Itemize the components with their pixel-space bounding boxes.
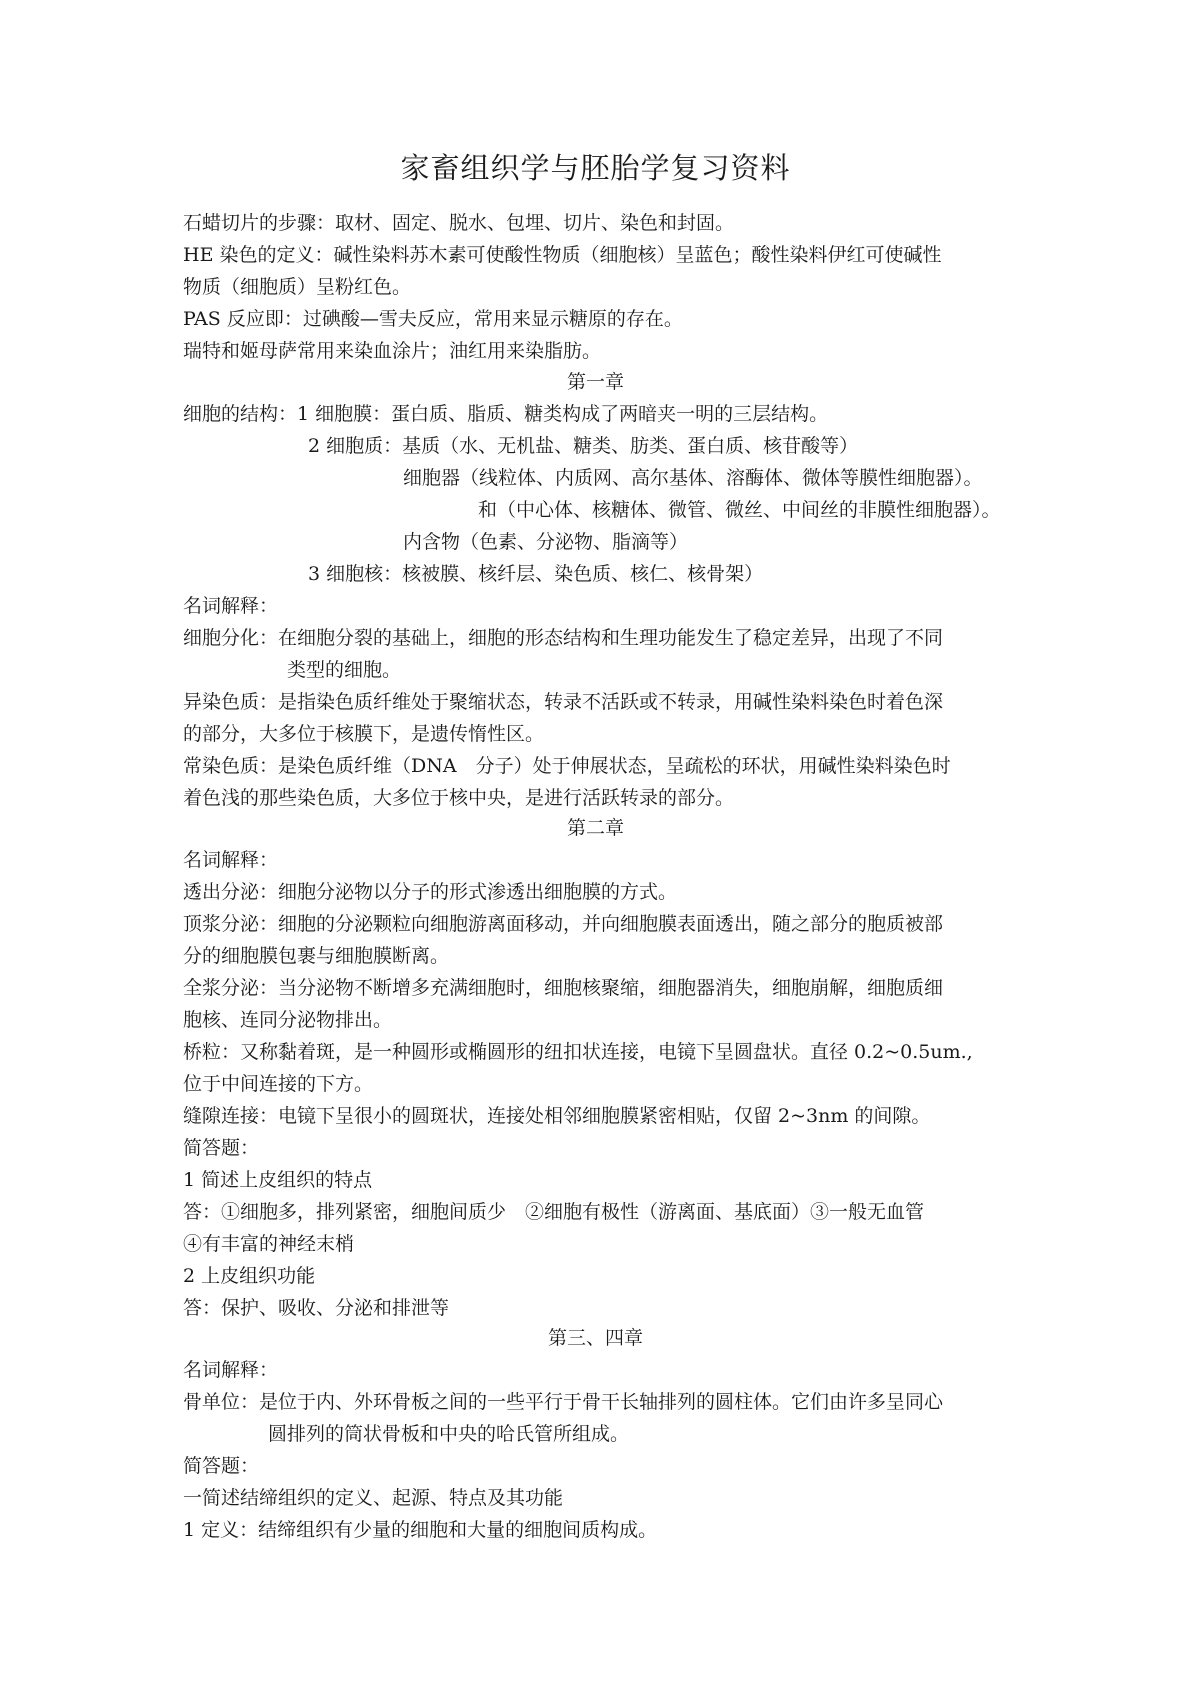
osteon-line-cont: 圆排列的筒状骨板和中央的哈氏管所组成。 [268, 1423, 630, 1445]
desmosome-line: 桥粒：又称黏着斑，是一种圆形或椭圆形的纽扣状连接，电镜下呈圆盘状。直径 0.2~0.5um., [183, 1041, 973, 1063]
stain-usage-line: 瑞特和姬母萨常用来染血涂片；油红用来染脂肪。 [183, 340, 602, 362]
he-stain-line: HE 染色的定义：碱性染料苏木素可使酸性物质（细胞核）呈蓝色；酸性染料伊红可使碱性 [183, 244, 942, 266]
inclusions-line: 内含物（色素、分泌物、脂滴等） [403, 531, 689, 553]
ch34-terms-heading: 名词解释： [183, 1359, 279, 1381]
chapter-3-4-heading: 第三、四章 [547, 1327, 643, 1349]
apocrine-secretion-line: 顶浆分泌：细胞的分泌颗粒向细胞游离面移动，并向细胞膜表面透出，随之部分的胞质被部 [183, 913, 944, 935]
heterochromatin-line: 异染色质：是指染色质纤维处于聚缩状态，转录不活跃或不转录，用碱性染料染色时着色深 [183, 691, 944, 713]
cytoplasm-line: 2 细胞质：基质（水、无机盐、糖类、肪类、蛋白质、核苷酸等） [308, 435, 859, 457]
cell-membrane-line: 细胞的结构：1 细胞膜：蛋白质、脂质、糖类构成了两暗夹一明的三层结构。 [183, 403, 829, 425]
ch2-question-1: 1 简述上皮组织的特点 [183, 1169, 373, 1191]
ch2-question-2: 2 上皮组织功能 [183, 1265, 316, 1287]
ch2-answer-1: 答：①细胞多，排列紧密，细胞间质少 ②细胞有极性（游离面、基底面）③一般无血管 [183, 1201, 925, 1223]
chapter-1-heading: 第一章 [566, 371, 624, 393]
ch34-qa-heading: 简答题： [183, 1455, 260, 1477]
ch2-terms-heading: 名词解释： [183, 849, 279, 871]
nucleus-line: 3 细胞核：核被膜、核纤层、染色质、核仁、核骨架） [308, 563, 764, 585]
desmosome-line-cont: 位于中间连接的下方。 [183, 1073, 374, 1095]
cell-differentiation-line-cont: 类型的细胞。 [287, 659, 402, 681]
holocrine-secretion-line: 全浆分泌：当分泌物不断增多充满细胞时，细胞核聚缩，细胞器消失，细胞崩解，细胞质细 [183, 977, 944, 999]
heterochromatin-line-cont: 的部分，大多位于核膜下，是遗传惰性区。 [183, 723, 545, 745]
non-membrane-organelles-line: 和（中心体、核糖体、微管、微丝、中间丝的非膜性细胞器）。 [478, 499, 1001, 521]
chapter-2-heading: 第二章 [566, 817, 624, 839]
pas-reaction-line: PAS 反应即：过碘酸—雪夫反应，常用来显示糖原的存在。 [183, 308, 683, 330]
he-stain-line-cont: 物质（细胞质）呈粉红色。 [183, 276, 412, 298]
ch34-question-1: 一简述结缔组织的定义、起源、特点及其功能 [183, 1487, 564, 1509]
cell-differentiation-line: 细胞分化：在细胞分裂的基础上，细胞的形态结构和生理功能发生了稳定差异，出现了不同 [183, 627, 944, 649]
organelles-line: 细胞器（线粒体、内质网、高尔基体、溶酶体、微体等膜性细胞器）。 [403, 467, 983, 489]
ch2-qa-heading: 简答题： [183, 1137, 260, 1159]
ch1-terms-heading: 名词解释： [183, 595, 279, 617]
ch2-answer-2: 答：保护、吸收、分泌和排泄等 [183, 1297, 450, 1319]
euchromatin-line: 常染色质：是染色质纤维（DNA 分子）处于伸展状态，呈疏松的环状，用碱性染料染色时 [183, 755, 951, 777]
ch34-answer-1: 1 定义：结缔组织有少量的细胞和大量的细胞间质构成。 [183, 1519, 658, 1541]
euchromatin-line-cont: 着色浅的那些染色质，大多位于核中央，是进行活跃转录的部分。 [183, 787, 735, 809]
holocrine-secretion-line-cont: 胞核、连同分泌物排出。 [183, 1009, 393, 1031]
merocrine-secretion-line: 透出分泌：细胞分泌物以分子的形式渗透出细胞膜的方式。 [183, 881, 678, 903]
document-title: 家畜组织学与胚胎学复习资料 [400, 151, 791, 185]
apocrine-secretion-line-cont: 分的细胞膜包裹与细胞膜断离。 [183, 945, 450, 967]
ch2-answer-1-cont: ④有丰富的神经末梢 [183, 1233, 355, 1255]
gap-junction-line: 缝隙连接：电镜下呈很小的圆斑状，连接处相邻细胞膜紧密相贴，仅留 2~3nm 的间隙。 [183, 1105, 931, 1127]
osteon-line: 骨单位：是位于内、外环骨板之间的一些平行于骨干长轴排列的圆柱体。它们由许多呈同心 [183, 1391, 944, 1413]
paraffin-steps-line: 石蜡切片的步骤：取材、固定、脱水、包埋、切片、染色和封固。 [183, 212, 735, 234]
